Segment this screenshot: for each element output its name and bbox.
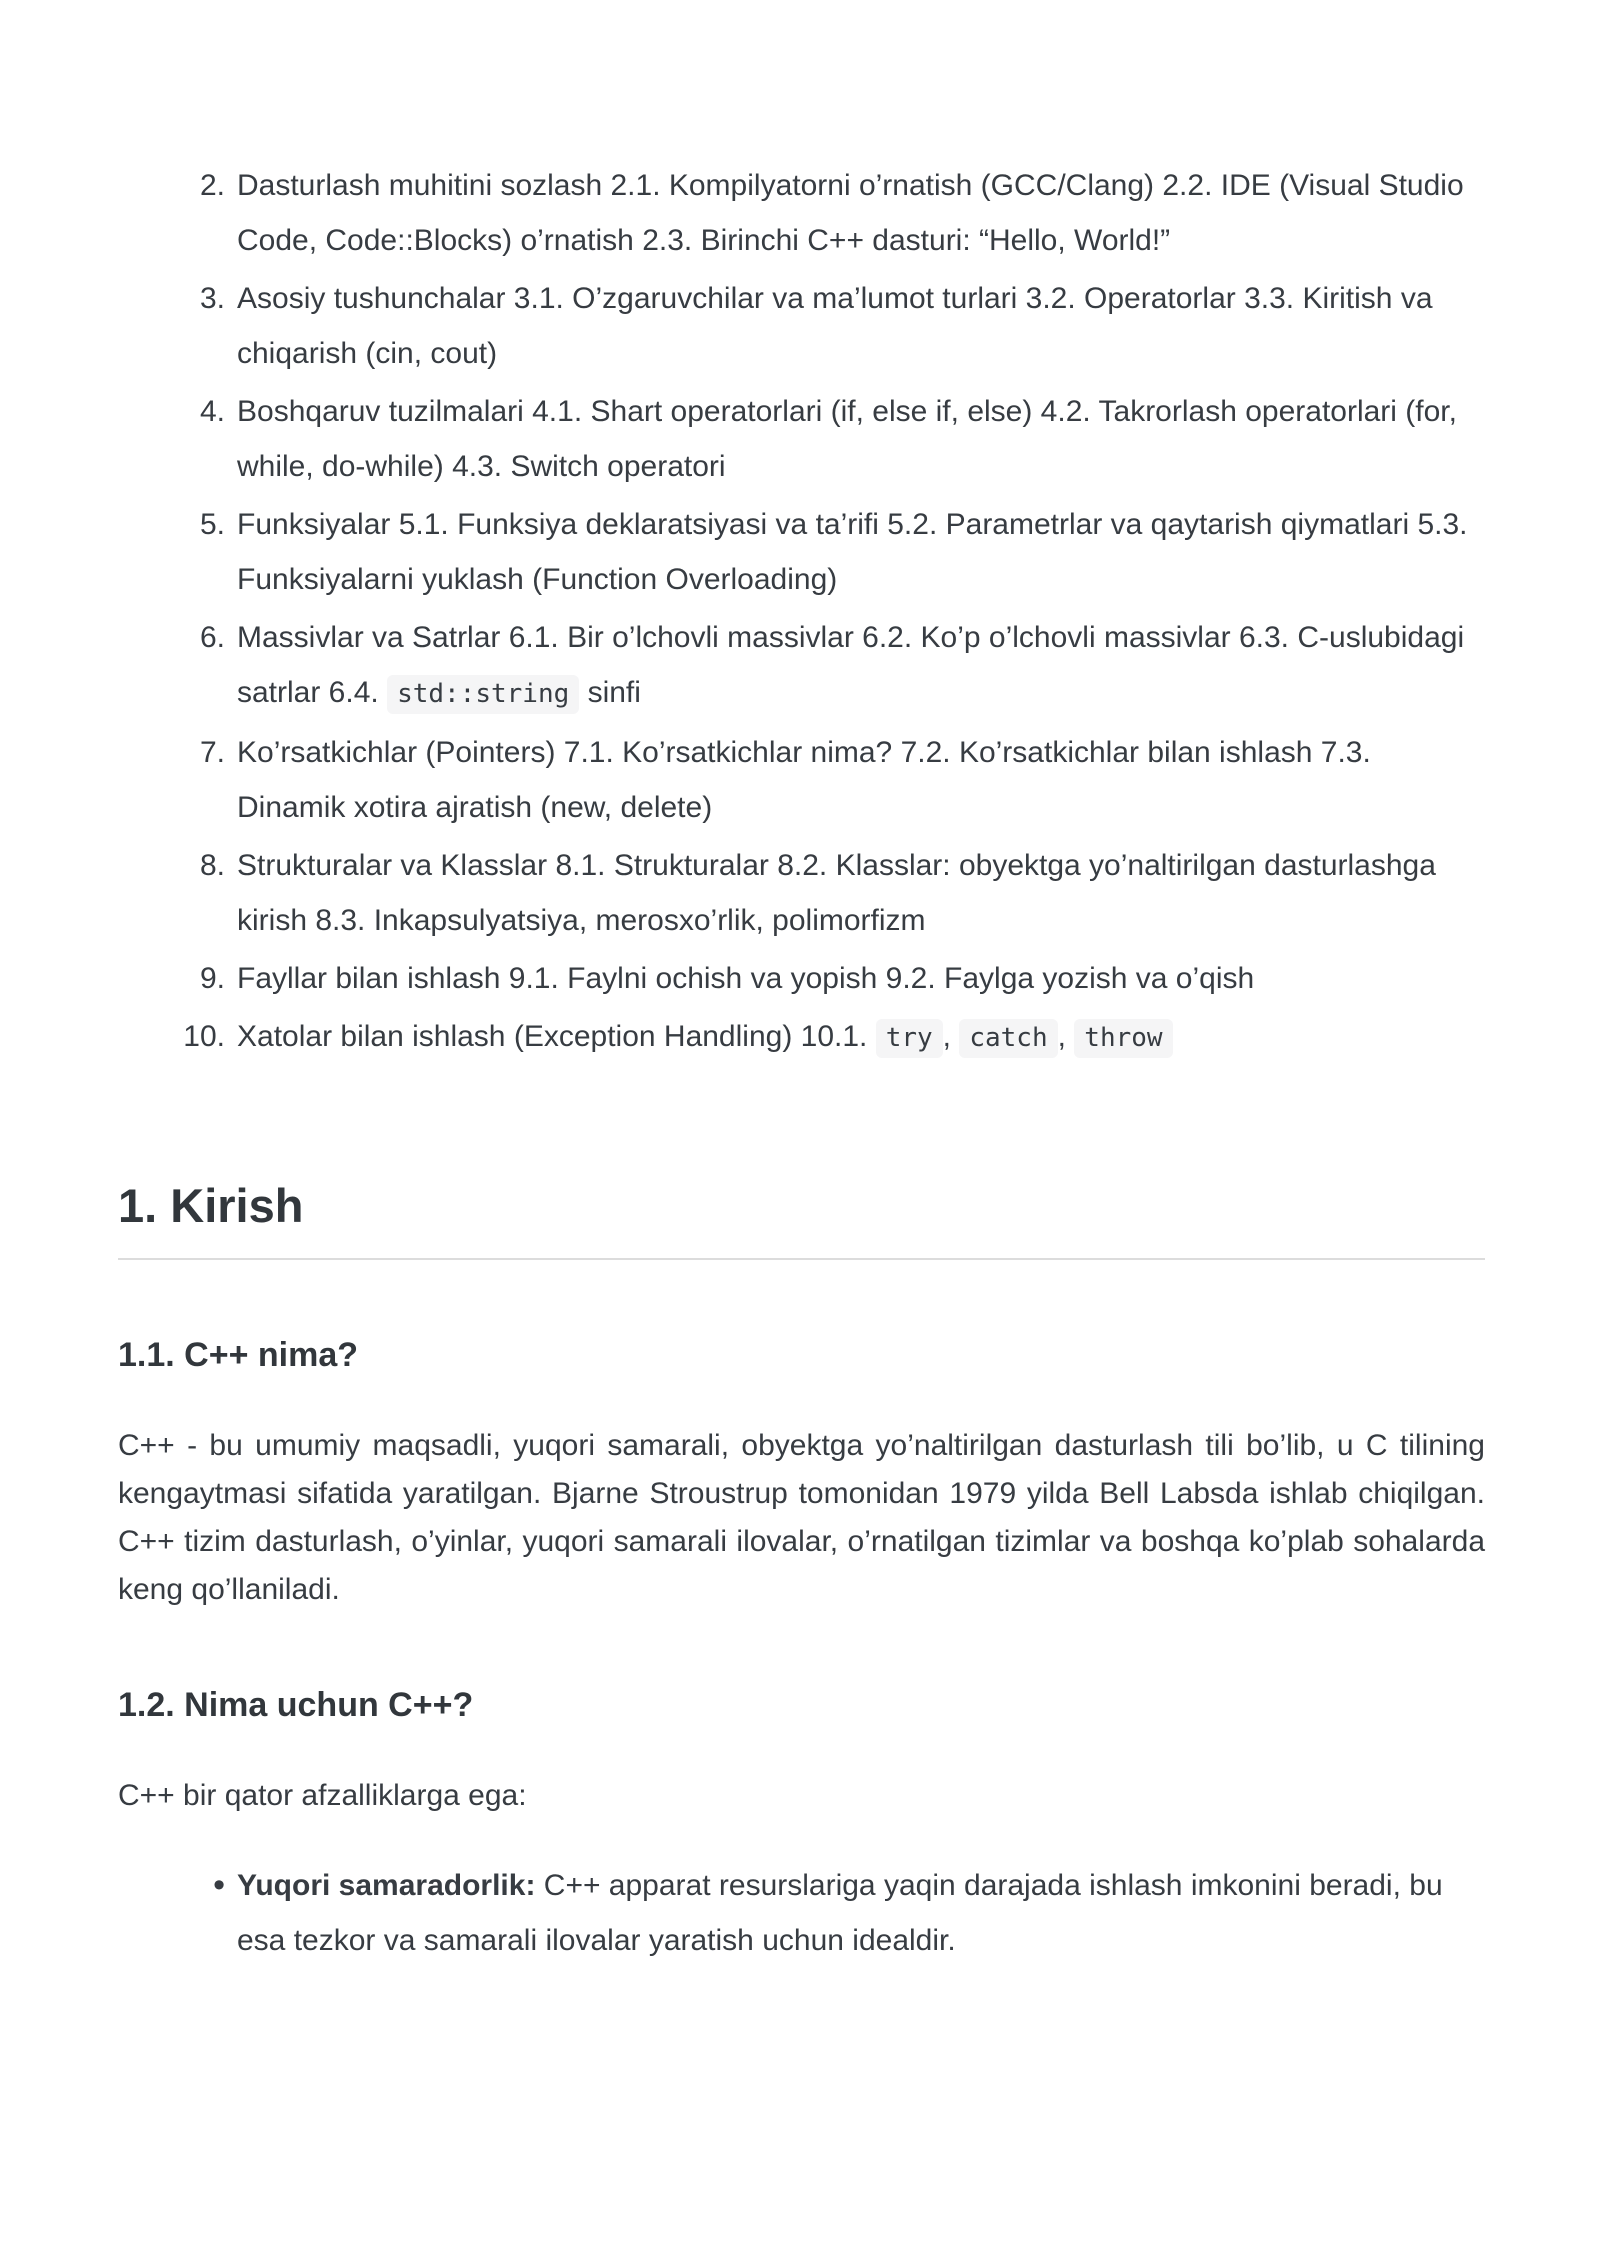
text-run: , (942, 1020, 960, 1053)
heading-cpp-nima: 1.1. C++ nima? (118, 1336, 358, 1374)
inline-code: throw (1074, 1019, 1172, 1058)
list-number-marker: 10. (183, 1020, 225, 1053)
text-run: Boshqaruv tuzilmalari 4.1. Shart operatorlari (if, else if, else) 4.2. Takrorlash operatorlari (for, while, do-while) 4.3. Switch operatori (237, 395, 1457, 483)
list-item-text (237, 951, 1485, 1006)
list-number-marker: 9. (199, 962, 225, 995)
list-number-marker: 2. (199, 169, 225, 202)
list-number-marker: 3. (199, 282, 225, 315)
heading-nima-uchun-cpp: 1.2. Nima uchun C++? (118, 1686, 474, 1724)
text-run: Fayllar bilan ishlash 9.1. Faylni ochish va yopish 9.2. Faylga yozish va o’qish (237, 962, 1255, 995)
list-item-text (237, 271, 1485, 381)
toc-item (199, 725, 1485, 835)
toc-item (199, 158, 1485, 268)
toc-item (183, 1009, 1485, 1066)
list-number-marker: 4. (199, 395, 225, 428)
text-run: , (1057, 1020, 1075, 1053)
horizontal-rule (118, 1258, 1485, 1260)
list-item-text (237, 725, 1485, 835)
toc-item (199, 610, 1485, 722)
inline-code: std::string (387, 675, 579, 714)
toc-item (199, 951, 1485, 1006)
toc-list (118, 158, 1485, 1066)
list-item-text (237, 497, 1485, 607)
text-run: sinfi (579, 676, 641, 709)
list-number-marker: 7. (199, 736, 225, 769)
toc-item (199, 271, 1485, 381)
list-item-text (237, 610, 1485, 722)
list-item (213, 1858, 1485, 1968)
list-item-text (237, 158, 1485, 268)
text-run: Xatolar bilan ishlash (Exception Handling) 10.1. (237, 1020, 876, 1053)
text-run: Strukturalar va Klasslar 8.1. Strukturalar 8.2. Klasslar: obyektga yo’naltirilgan dasturlashga kirish 8.3. Inkapsulyatsiya, merosxo’rlik, polimorfizm (237, 849, 1436, 937)
bold-text: Yuqori samaradorlik: (237, 1869, 536, 1902)
text-run: Ko’rsatkichlar (Pointers) 7.1. Ko’rsatkichlar nima? 7.2. Ko’rsatkichlar bilan ishlash 7.3. Dinamik xotira ajratish (new, delete) (237, 736, 1371, 824)
text-run: Asosiy tushunchalar 3.1. O’zgaruvchilar va ma’lumot turlari 3.2. Operatorlar 3.3. Kiritish va chiqarish (cin, cout) (237, 282, 1433, 370)
text-run: Massivlar va Satrlar 6.1. Bir o’lchovli massivlar 6.2. Ko’p o’lchovli massivlar 6.3. C-uslubidagi satrlar 6.4. (237, 621, 1465, 709)
paragraph-cpp-nima: C++ - bu umumiy maqsadli, yuqori samarali, obyektga yo’naltirilgan dasturlash tili bo’lib, u C tilining kengaytmasi sifatida yaratilgan. Bjarne Stroustrup tomonidan 1979 yilda Bell Labsda ishlab chiqilgan. C++ tizim dasturlash, o’yinlar, yuqori samarali ilovalar, o’rnatilgan tizimlar va boshqa ko’plab sohalarda keng qo’llaniladi. (118, 1429, 1485, 1606)
advantages-list (118, 1858, 1485, 1968)
text-run: C++ apparat resurslariga yaqin darajada ishlash imkonini beradi, bu esa tezkor va samarali ilovalar yaratish uchun idealdir. (237, 1869, 1443, 1957)
list-number-marker: 8. (199, 849, 225, 882)
inline-code: catch (959, 1019, 1057, 1058)
bullet-marker: • (213, 1866, 225, 1904)
list-item-text (237, 1009, 1485, 1066)
text-run: Funksiyalar 5.1. Funksiya deklaratsiyasi va ta’rifi 5.2. Parametrlar va qaytarish qiymatlari 5.3. Funksiyalarni yuklash (Function Overloading) (237, 508, 1468, 596)
list-number-marker: 5. (199, 508, 225, 541)
toc-item (199, 497, 1485, 607)
inline-code: try (876, 1019, 943, 1058)
list-number-marker: 6. (199, 621, 225, 654)
text-run: Dasturlash muhitini sozlash 2.1. Kompilyatorni o’rnatish (GCC/Clang) 2.2. IDE (Visual Studio Code, Code::Blocks) o’rnatish 2.3. Birinchi C++ dasturi: “Hello, World!” (237, 169, 1464, 257)
toc-item (199, 838, 1485, 948)
toc-item (199, 384, 1485, 494)
list-item-text (237, 1858, 1485, 1968)
list-item-text (237, 384, 1485, 494)
list-item-text (237, 838, 1485, 948)
heading-kirish: 1. Kirish (118, 1179, 304, 1232)
paragraph-afzalliklar-intro: C++ bir qator afzalliklarga ega: (118, 1779, 527, 1812)
